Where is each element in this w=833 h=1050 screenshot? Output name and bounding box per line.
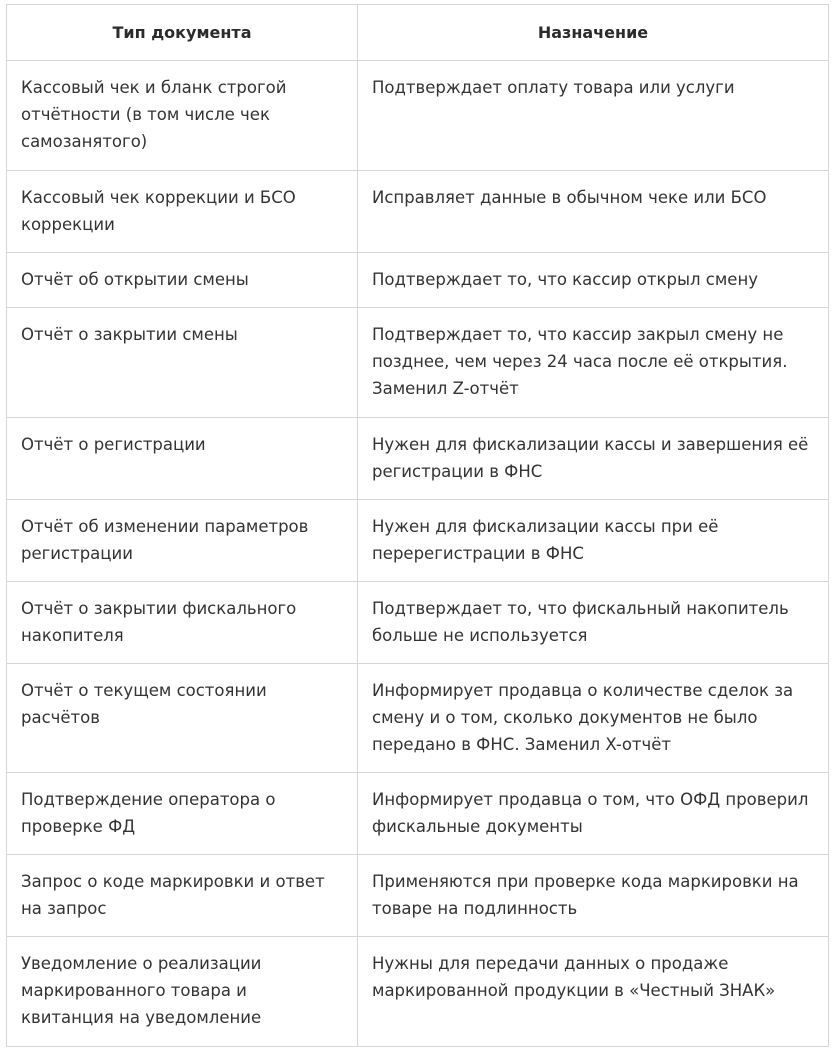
cell-purpose: Подтверждает то, что кассир открыл смену — [358, 253, 829, 308]
cell-purpose: Информирует продавца о количестве сделок за смену и о том, сколько документов не было передано в ФНС. Заменил X-отчёт — [358, 664, 829, 773]
cell-purpose: Подтверждает оплату товара или услуги — [358, 61, 829, 171]
cell-purpose: Нужны для передачи данных о продаже маркированной продукции в «Честный ЗНАК» — [358, 937, 829, 1047]
table-row — [7, 500, 829, 582]
cell-type: Отчёт о закрытии смены — [7, 308, 358, 418]
cell-purpose: Исправляет данные в обычном чеке или БСО — [358, 171, 829, 253]
cell-purpose: Применяются при проверке кода маркировки на товаре на подлинность — [358, 855, 829, 937]
header-row — [7, 5, 829, 61]
cell-type: Отчёт об открытии смены — [7, 253, 358, 308]
table-row — [7, 308, 829, 418]
cell-type: Отчёт о регистрации — [7, 418, 358, 500]
documents-table — [6, 4, 829, 1047]
table-row — [7, 664, 829, 773]
cell-type: Отчёт об изменении параметров регистрации — [7, 500, 358, 582]
table-row — [7, 855, 829, 937]
cell-purpose: Подтверждает то, что фискальный накопитель больше не используется — [358, 582, 829, 664]
table-row — [7, 61, 829, 171]
cell-type: Запрос о коде маркировки и ответ на запрос — [7, 855, 358, 937]
cell-type: Кассовый чек и бланк строгой отчётности (в том числе чек самозанятого) — [7, 61, 358, 171]
cell-type: Кассовый чек коррекции и БСО коррекции — [7, 171, 358, 253]
table-body — [7, 61, 829, 1047]
cell-purpose: Нужен для фискализации кассы при её перерегистрации в ФНС — [358, 500, 829, 582]
cell-type: Подтверждение оператора о проверке ФД — [7, 773, 358, 855]
table-row — [7, 773, 829, 855]
cell-purpose: Информирует продавца о том, что ОФД проверил фискальные документы — [358, 773, 829, 855]
cell-type: Уведомление о реализации маркированного товара и квитанция на уведомление — [7, 937, 358, 1047]
header-purpose: Назначение — [358, 5, 829, 61]
table-row — [7, 937, 829, 1047]
cell-purpose: Подтверждает то, что кассир закрыл смену не позднее, чем через 24 часа после её открытия. Заменил Z-отчёт — [358, 308, 829, 418]
table-row — [7, 171, 829, 253]
table-row — [7, 418, 829, 500]
table-row — [7, 253, 829, 308]
header-type: Тип документа — [7, 5, 358, 61]
table-row — [7, 582, 829, 664]
cell-type: Отчёт о закрытии фискального накопителя — [7, 582, 358, 664]
cell-type: Отчёт о текущем состоянии расчётов — [7, 664, 358, 773]
cell-purpose: Нужен для фискализации кассы и завершения её регистрации в ФНС — [358, 418, 829, 500]
table-header — [7, 5, 829, 61]
